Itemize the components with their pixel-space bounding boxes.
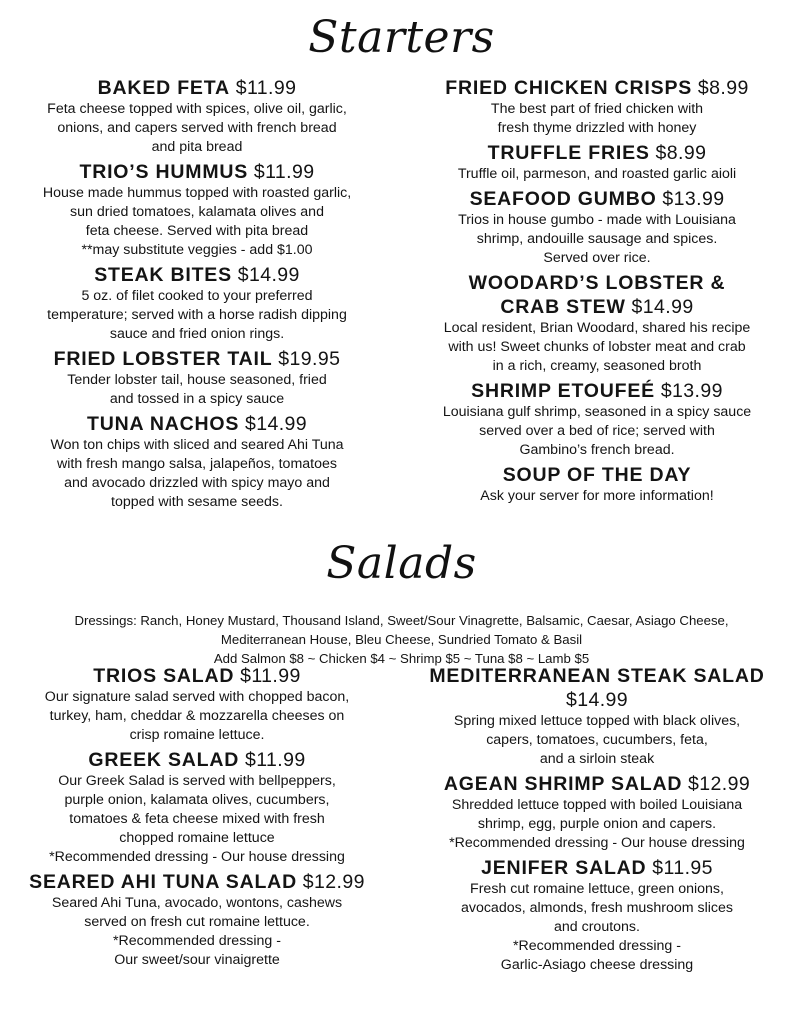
menu-item xyxy=(400,76,794,138)
menu-item xyxy=(0,263,394,344)
menu-item-name: STEAK BITES xyxy=(94,264,232,286)
starters-heading: Starters xyxy=(308,12,495,63)
menu-item-name: GREEK SALAD xyxy=(88,749,240,771)
menu-item-price: $14.99 xyxy=(631,296,694,318)
menu-item-description: Our signature salad served with chopped bacon, turkey, ham, cheddar & mozzarella cheeses on crisp romaine lettuce. xyxy=(44,689,350,743)
menu-item-title xyxy=(0,76,394,100)
menu-item-description: Fresh cut romaine lettuce, green onions, avocados, almonds, fresh mushroom slices and croutons. *Recommended dressing - Garlic-Asiago cheese dressing xyxy=(460,881,734,973)
menu-item-description: Spring mixed lettuce topped with black olives, capers, tomatoes, cucumbers, feta, and a sirloin steak xyxy=(453,713,741,767)
menu-item-price: $8.99 xyxy=(697,77,749,99)
menu-item-title xyxy=(0,412,394,436)
menu-item-name: JENIFER SALAD xyxy=(481,857,647,879)
menu-item xyxy=(400,187,794,268)
menu-item xyxy=(400,463,794,506)
menu-item-name: FRIED CHICKEN CRISPS xyxy=(445,77,693,99)
menu-item xyxy=(400,379,794,460)
menu-item xyxy=(0,664,394,745)
menu-item-name: SOUP OF THE DAY xyxy=(502,464,692,486)
menu-item-name: TRIOS SALAD xyxy=(93,665,235,687)
menu-item-title xyxy=(0,347,394,371)
menu-item-price: $13.99 xyxy=(660,380,723,402)
menu-item-price: $11.99 xyxy=(235,77,297,99)
menu-item xyxy=(0,412,394,512)
menu-item-description: Local resident, Brian Woodard, shared his recipe with us! Sweet chunks of lobster meat and crab in a rich, creamy, seasoned broth xyxy=(443,320,751,374)
menu-item-description: Tender lobster tail, house seasoned, fried and tossed in a spicy sauce xyxy=(67,372,327,407)
menu-item-name: TUNA NACHOS xyxy=(86,413,240,435)
menu-item-description: House made hummus topped with roasted garlic, sun dried tomatoes, kalamata olives and feta cheese. Served with pita bread **may substitute veggies - add $1.00 xyxy=(42,185,352,258)
menu-item xyxy=(0,76,394,157)
menu-item-name: SHRIMP ETOUFEÉ xyxy=(471,380,655,402)
menu-item-name: AGEAN SHRIMP SALAD xyxy=(443,773,683,795)
menu-item-description: The best part of fried chicken with fresh thyme drizzled with honey xyxy=(490,101,704,136)
menu-item-name: TRIO’S HUMMUS xyxy=(79,161,249,183)
salads-right-column xyxy=(400,664,794,978)
menu-item-description: Trios in house gumbo - made with Louisiana shrimp, andouille sausage and spices. Served over rice. xyxy=(458,212,736,266)
menu-item-description: Shredded lettuce topped with boiled Louisiana shrimp, egg, purple onion and capers. *Recommended dressing - Our house dressing xyxy=(449,797,745,851)
menu-item-price: $19.95 xyxy=(278,348,341,370)
menu-item xyxy=(0,748,394,867)
starters-right-column xyxy=(400,76,794,509)
menu-item xyxy=(0,347,394,409)
menu-item-title xyxy=(400,141,794,165)
menu-item-price: $14.99 xyxy=(565,689,629,711)
menu-item-name: SEARED AHI TUNA SALAD xyxy=(29,871,297,893)
menu-item-price: $11.99 xyxy=(244,749,306,771)
menu-item-price: $8.99 xyxy=(655,142,707,164)
menu-item-price: $12.99 xyxy=(688,773,751,795)
menu-item-name: BAKED FETA xyxy=(97,77,230,99)
menu-item xyxy=(0,160,394,260)
starters-left-column xyxy=(0,76,394,515)
menu-item-name: FRIED LOBSTER TAIL xyxy=(53,348,273,370)
menu-item-price: $11.95 xyxy=(652,857,713,879)
menu-item-title xyxy=(0,160,394,184)
menu-item-price: $14.99 xyxy=(244,413,308,435)
menu-item xyxy=(0,870,394,970)
menu-item-description: Seared Ahi Tuna, avocado, wontons, cashews served on fresh cut romaine lettuce. *Recommended dressing - Our sweet/sour vinaigrette xyxy=(51,895,343,968)
salads-left-column xyxy=(0,664,394,973)
menu-item-name: SEAFOOD GUMBO xyxy=(469,188,657,210)
menu-item-description: Ask your server for more information! xyxy=(480,488,714,504)
salads-heading: Salads xyxy=(326,538,477,589)
menu-item-title xyxy=(400,379,794,403)
menu-item-description: 5 oz. of filet cooked to your preferred temperature; served with a horse radish dipping sauce and fried onion rings. xyxy=(47,288,347,342)
menu-item-title xyxy=(400,772,794,796)
menu-item-name: TRUFFLE FRIES xyxy=(487,142,650,164)
menu-item xyxy=(400,856,794,975)
menu-item-price: $14.99 xyxy=(237,264,300,286)
menu-item-title xyxy=(400,187,794,211)
salad-addons: Add Salmon $8 ~ Chicken $4 ~ Shrimp $5 ~ Tuna $8 ~ Lamb $5 xyxy=(213,651,590,666)
menu-item-title xyxy=(400,271,794,319)
menu-item-price: $13.99 xyxy=(662,188,725,210)
menu-item-title xyxy=(0,870,394,894)
menu-item-title xyxy=(400,664,794,712)
menu-item xyxy=(400,271,794,376)
dressings-list: Dressings: Ranch, Honey Mustard, Thousand Island, Sweet/Sour Vinagrette, Balsamic, Caesar, Asiago Cheese, Mediterranean House, Bleu Cheese, Sundried Tomato & Basil xyxy=(74,613,729,647)
menu-item-description: Louisiana gulf shrimp, seasoned in a spicy sauce served over a bed of rice; served with Gambino’s french bread. xyxy=(442,404,752,458)
menu-item-description: Feta cheese topped with spices, olive oil, garlic, onions, and capers served with french bread and pita bread xyxy=(47,101,347,155)
menu-item-name: MEDITERRANEAN STEAK SALAD xyxy=(429,665,765,687)
menu-item xyxy=(400,772,794,853)
menu-item-price: $11.99 xyxy=(253,161,315,183)
menu-item-description: Truffle oil, parmeson, and roasted garlic aioli xyxy=(457,166,737,182)
menu-item-description: Won ton chips with sliced and seared Ahi Tuna with fresh mango salsa, jalapeños, tomatoes and avocado drizzled with spicy mayo and topped with sesame seeds. xyxy=(50,437,344,510)
menu-item-title xyxy=(0,748,394,772)
menu-item-name: WOODARD’S LOBSTER & CRAB STEW xyxy=(468,272,726,318)
menu-item-price: $11.99 xyxy=(240,665,301,687)
menu-item-description: Our Greek Salad is served with bellpeppers, purple onion, kalamata olives, cucumbers, tomatoes & feta cheese mixed with fresh chopped romaine lettuce *Recommended dressing - Our house dressing xyxy=(49,773,345,865)
menu-item-title xyxy=(400,856,794,880)
menu-item-title xyxy=(0,263,394,287)
menu-item-title xyxy=(400,463,794,487)
menu-item-title xyxy=(0,664,394,688)
menu-item-title xyxy=(400,76,794,100)
menu-item xyxy=(400,664,794,769)
menu-item-price: $12.99 xyxy=(302,871,365,893)
menu-item xyxy=(400,141,794,184)
